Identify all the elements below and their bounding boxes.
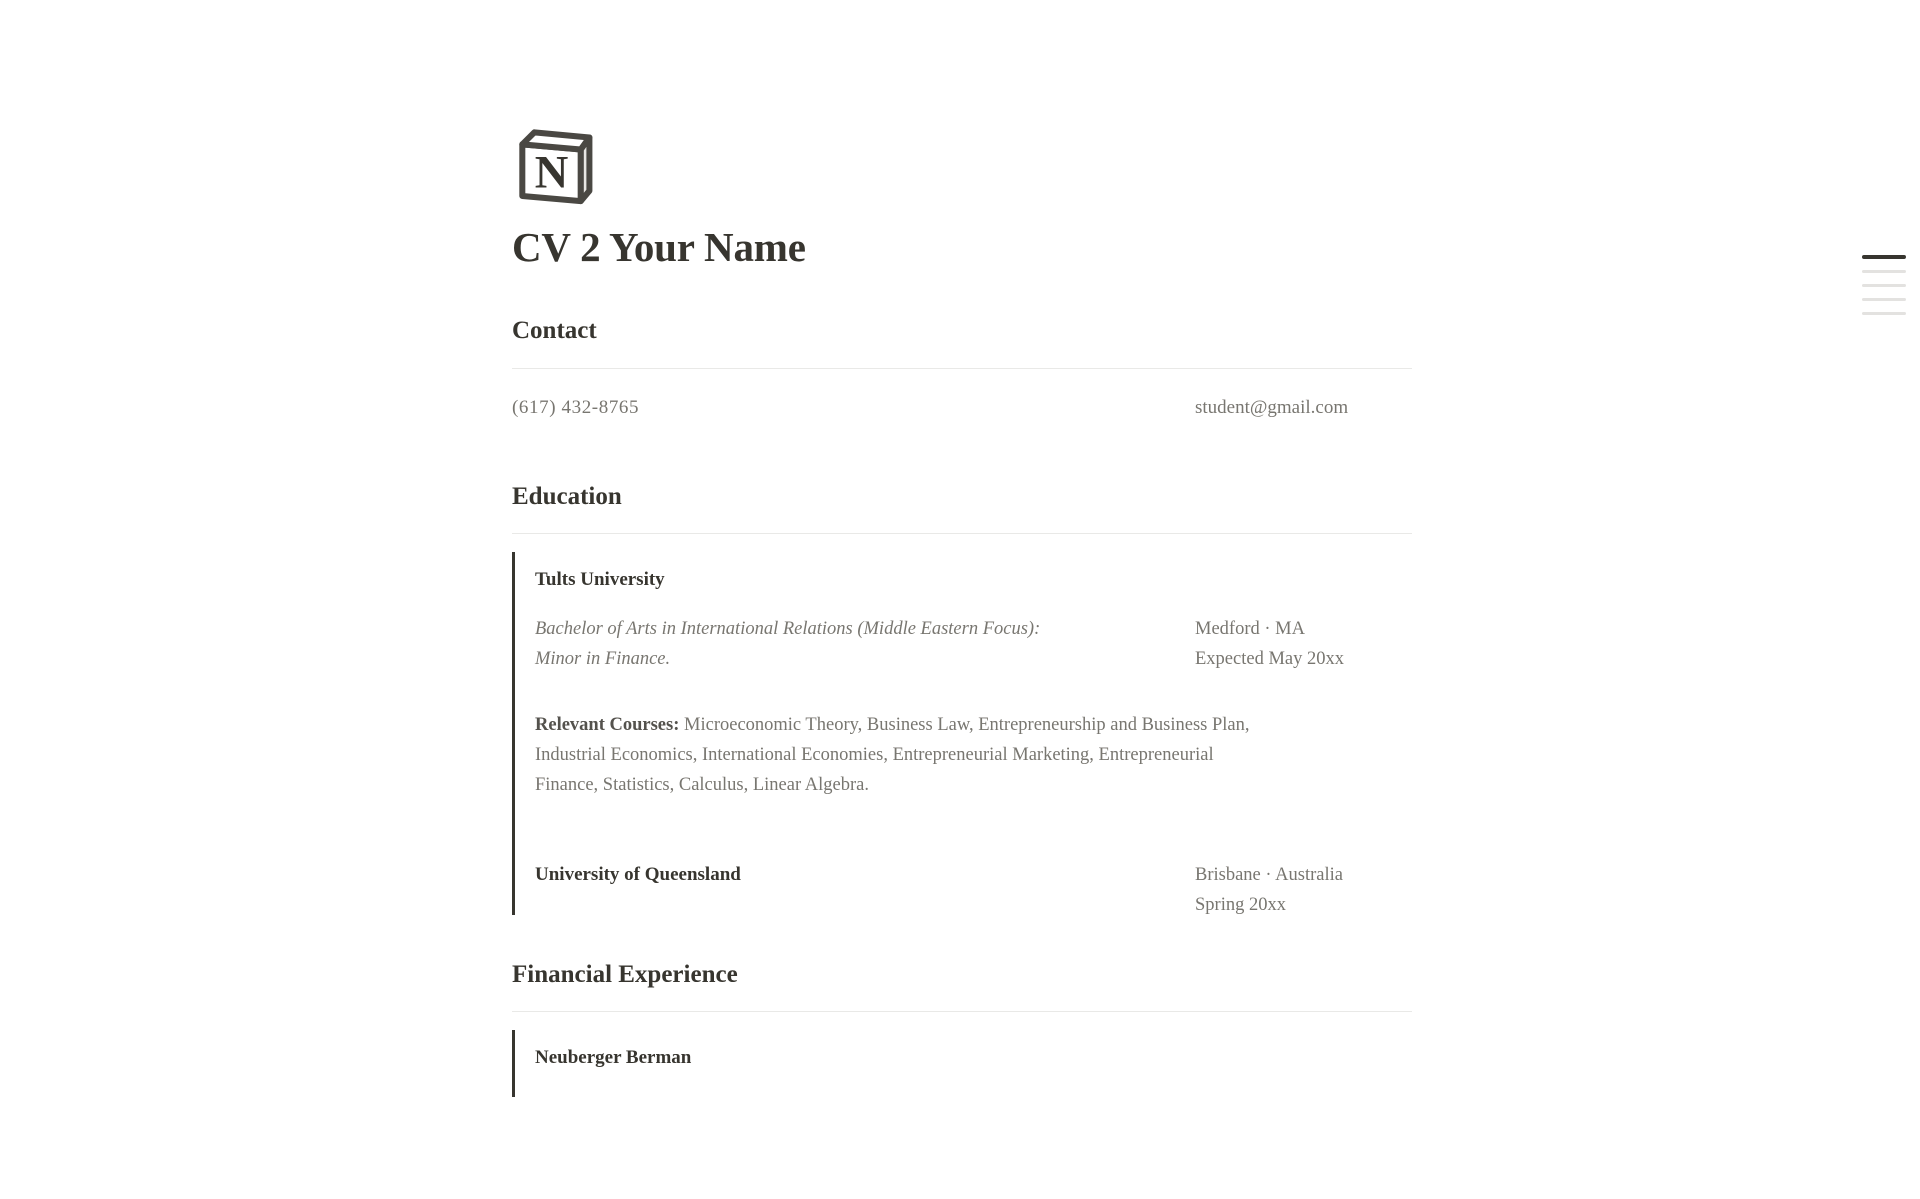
education-date: Spring 20xx (1195, 894, 1286, 915)
quote-bar (512, 1030, 515, 1097)
page-content (512, 0, 1412, 1097)
relevant-courses-list: Microeconomic Theory, Business Law, Entrepreneurship and Business Plan, Industrial Economics, International Economies, Entrepreneurial Marketing, Entrepreneurial Finance, Statistics, Calculus, Linear Algebra. (535, 714, 1250, 795)
section-heading-education[interactable]: Education (512, 482, 622, 510)
education-location: Medford · MA (1195, 618, 1305, 639)
education-date: Expected May 20xx (1195, 648, 1344, 669)
toc-item-contact[interactable] (1862, 255, 1906, 259)
entry-spacer (535, 819, 1412, 861)
education-quote-block (512, 552, 1412, 915)
section-financial-experience (512, 959, 1412, 1097)
contact-phone[interactable]: (617) 432-8765 (512, 396, 640, 418)
education-location: Brisbane · Australia (1195, 864, 1343, 885)
section-contact (512, 315, 1412, 437)
toc-item-5[interactable] (1862, 312, 1906, 315)
toc-item-4[interactable] (1862, 298, 1906, 301)
education-entry-name[interactable]: Tults University (535, 569, 665, 591)
education-entry-2-meta (1195, 861, 1435, 921)
section-heading-financial-experience[interactable]: Financial Experience (512, 960, 738, 988)
education-entry-detail-row (535, 615, 1412, 675)
financial-entry-name[interactable]: Neuberger Berman (535, 1047, 692, 1069)
financial-quote-block (512, 1030, 1412, 1097)
education-entry-2-name-wrap (535, 861, 1065, 891)
education-entry-2-row (535, 861, 1412, 915)
quote-bar (512, 552, 515, 915)
divider-financial-experience (512, 1011, 1412, 1012)
education-meta (1195, 615, 1435, 675)
education-relevant-courses (535, 711, 1250, 801)
toc-item-education[interactable] (1862, 270, 1906, 273)
divider-education (512, 533, 1412, 534)
education-entry-name[interactable]: University of Queensland (535, 863, 741, 885)
section-heading-contact[interactable]: Contact (512, 317, 597, 345)
divider-contact (512, 368, 1412, 369)
page-title[interactable]: CV 2 Your Name (512, 224, 806, 270)
education-degree: Bachelor of Arts in International Relations (Middle Eastern Focus): Minor in Finance. (535, 618, 1041, 669)
notion-cube-icon[interactable] (512, 122, 598, 208)
toc-item-financial-experience[interactable] (1862, 284, 1906, 287)
table-of-contents-indicator[interactable] (1862, 255, 1906, 326)
contact-email[interactable]: student@gmail.com (1195, 396, 1349, 418)
section-education (512, 481, 1412, 915)
svg-text:N: N (534, 147, 569, 199)
contact-row (512, 397, 1412, 437)
relevant-courses-label: Relevant Courses: (535, 714, 680, 735)
